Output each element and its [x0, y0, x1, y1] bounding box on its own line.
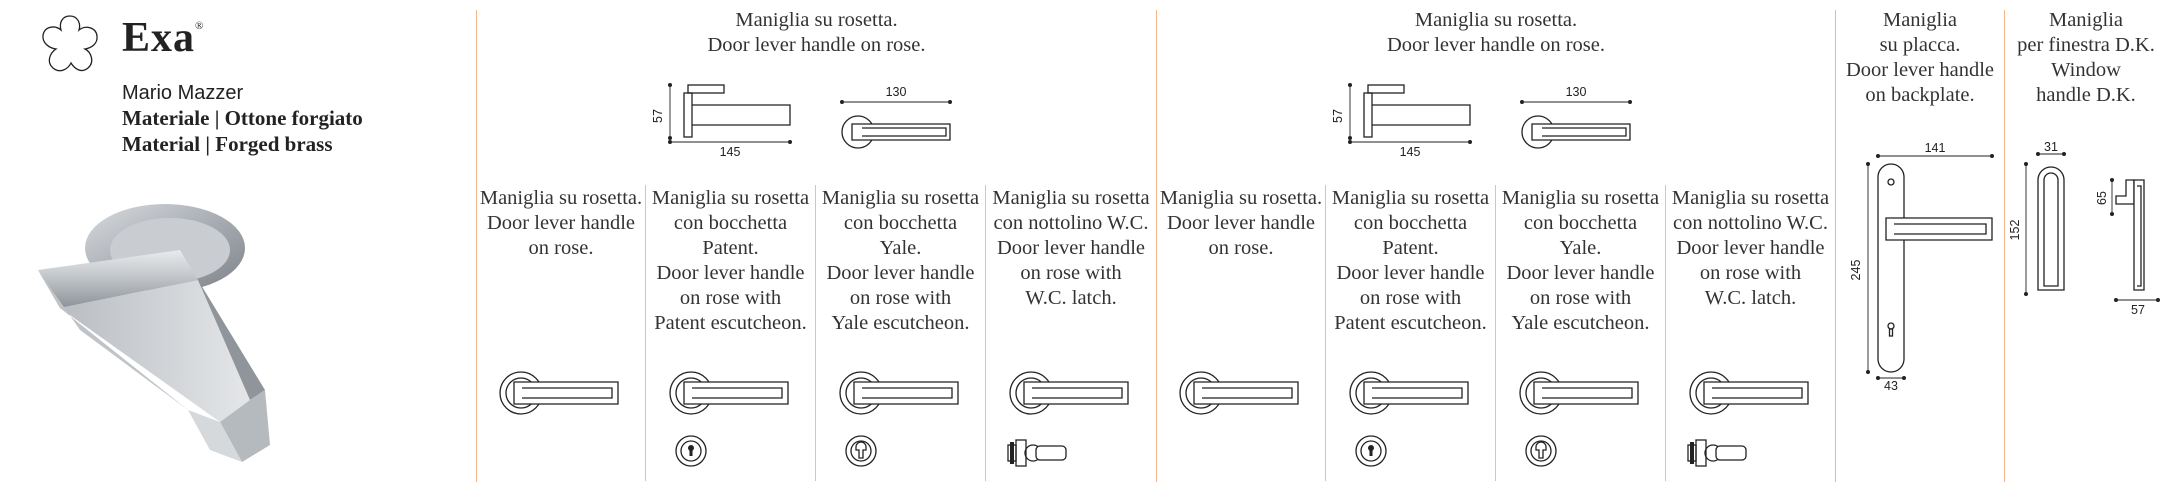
rose-handle-yale-icon — [840, 372, 958, 466]
variant-caption: Maniglia su rosetta con bocchetta Patent. Door lever handle on rose with Patent escutcheon. — [651, 187, 810, 334]
svg-text:57: 57 — [2131, 303, 2145, 317]
variant-caption: Maniglia su rosetta. Door lever handle on rose. — [1159, 187, 1323, 259]
variant-caption: Maniglia su rosetta con bocchetta Patent. Door lever handle on rose with Patent escutcheon. — [1331, 187, 1490, 334]
svg-text:65: 65 — [2095, 191, 2109, 205]
svg-text:57: 57 — [651, 109, 665, 123]
variant-caption: Maniglia su rosetta con nottolino W.C. Door lever handle on rose with W.C. latch. — [992, 187, 1150, 309]
backplate-caption: Maniglia su placca. Door lever handle on backplate. — [1846, 9, 1994, 106]
rose-handle-wc-icon — [1688, 372, 1808, 466]
material-it: Materiale | Ottone forgiato — [122, 106, 363, 130]
flower-logo-icon — [34, 10, 106, 82]
svg-text:145: 145 — [719, 145, 741, 159]
material-en: Material | Forged brass — [122, 132, 333, 156]
dimension-drawing — [1320, 80, 1680, 160]
svg-text:31: 31 — [2044, 140, 2058, 154]
svg-text:245: 245 — [1849, 259, 1863, 281]
svg-text:145: 145 — [1399, 145, 1421, 159]
variant-caption: Maniglia su rosetta con bocchetta Yale. Door lever handle on rose with Yale escutcheon. — [1501, 187, 1660, 334]
variant-caption: Maniglia su rosetta con bocchetta Yale. Door lever handle on rose with Yale escutcheon. — [821, 187, 980, 334]
group-title: Maniglia su rosetta. Door lever handle on rose. — [1386, 9, 1606, 56]
window-caption: Maniglia per finestra D.K. Window handle D.K. — [2017, 9, 2155, 106]
svg-text:130: 130 — [1565, 85, 1587, 99]
variant-caption: Maniglia su rosetta. Door lever handle on rose. — [479, 187, 643, 259]
svg-text:130: 130 — [885, 85, 907, 99]
window-handle-drawing — [2008, 140, 2164, 320]
svg-text:152: 152 — [2008, 219, 2022, 241]
svg-text:141: 141 — [1924, 141, 1946, 155]
group-title: Maniglia su rosetta. Door lever handle on rose. — [707, 9, 926, 56]
backplate-drawing — [1840, 140, 2000, 390]
rose-handle-patent-icon — [1350, 372, 1468, 466]
designer-name: Mario Mazzer — [122, 82, 244, 104]
rose-handle-icon — [500, 372, 618, 414]
rose-handle-icon — [1180, 372, 1298, 414]
rose-handle-yale-icon — [1520, 372, 1638, 466]
rose-handle-wc-icon — [1008, 372, 1128, 466]
dimension-drawing — [640, 80, 1000, 160]
brand-title: Exa® — [122, 15, 205, 61]
variant-caption: Maniglia su rosetta con nottolino W.C. Door lever handle on rose with W.C. latch. — [1671, 187, 1830, 309]
variant-drawings — [476, 360, 1836, 475]
svg-text:57: 57 — [1331, 109, 1345, 123]
product-handle-image — [20, 200, 460, 480]
svg-text:43: 43 — [1884, 379, 1898, 390]
rose-handle-patent-icon — [670, 372, 788, 466]
